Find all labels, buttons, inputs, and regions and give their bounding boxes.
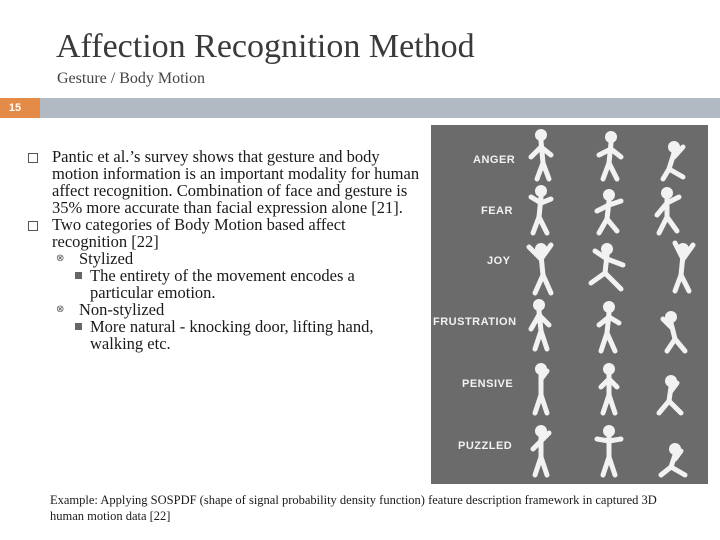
emotion-label-fear: FEAR xyxy=(481,205,513,217)
emotion-label-frustration: FRUSTRATION xyxy=(433,316,517,328)
figure-fear-1 xyxy=(531,185,551,233)
sub-sub-bullet-text: More natural - knocking door, lifting hand, walking etc. xyxy=(90,317,374,353)
filled-square-bullet-icon xyxy=(75,272,82,279)
bullet-list xyxy=(28,148,422,352)
figure-anger-1 xyxy=(531,129,551,179)
bullet-text: Two categories of Body Motion based affect recognition [22] xyxy=(52,215,346,251)
circle-bullet-icon: ⊗ xyxy=(56,304,65,315)
emotion-figure xyxy=(431,125,708,484)
stick-figures-grid xyxy=(431,125,708,484)
slide-subtitle: Gesture / Body Motion xyxy=(57,70,205,87)
bullet-item xyxy=(28,216,422,250)
sub-bullet-text: Stylized xyxy=(79,249,134,268)
figure-frustration-1 xyxy=(531,299,549,349)
slide-title: Affection Recognition Method xyxy=(56,28,475,65)
figure-joy-2 xyxy=(591,243,623,289)
figure-fear-3 xyxy=(657,187,679,233)
sub-sub-bullet-item xyxy=(69,318,422,352)
figure-frustration-3 xyxy=(663,311,685,351)
bullet-text: Pantic et al.’s survey shows that gesture and body motion information is an important modality for human affect recognition. Combination of face and gesture is 35% more accurate than facial expression alone [21]. xyxy=(52,147,420,217)
sub-bullet-item xyxy=(50,301,422,318)
sub-sub-bullet-text: The entirety of the movement encodes a particular emotion. xyxy=(90,266,355,302)
figure-frustration-2 xyxy=(599,301,619,351)
filled-square-bullet-icon xyxy=(75,323,82,330)
figure-puzzled-1 xyxy=(533,425,549,475)
figure-joy-1 xyxy=(529,243,551,293)
figure-anger-2 xyxy=(599,131,621,179)
bullet-item xyxy=(28,148,422,216)
sub-bullet-item xyxy=(50,250,422,267)
figure-puzzled-2 xyxy=(597,425,621,475)
square-bullet-icon xyxy=(28,221,38,231)
sub-bullet-text: Non-stylized xyxy=(79,300,165,319)
figure-anger-3 xyxy=(663,141,683,179)
figure-pensive-3 xyxy=(659,375,681,413)
figure-pensive-1 xyxy=(535,363,547,413)
slide-number: 15 xyxy=(8,102,22,114)
figure-fear-2 xyxy=(597,189,621,233)
emotion-label-anger: ANGER xyxy=(473,154,516,166)
header-bar xyxy=(0,98,720,118)
emotion-label-pensive: PENSIVE xyxy=(462,378,514,390)
square-bullet-icon xyxy=(28,153,38,163)
figure-pensive-2 xyxy=(601,363,617,413)
emotion-label-joy: JOY xyxy=(487,255,511,267)
figure-joy-3 xyxy=(675,243,693,291)
sub-sub-bullet-item xyxy=(69,267,422,301)
circle-bullet-icon: ⊗ xyxy=(56,253,65,264)
figure-puzzled-3 xyxy=(661,443,685,475)
emotion-label-puzzled: PUZZLED xyxy=(458,440,513,452)
figure-caption: Example: Applying SOSPDF (shape of signal probability density function) feature description framework in captured 3D human motion data [22] xyxy=(50,493,657,523)
